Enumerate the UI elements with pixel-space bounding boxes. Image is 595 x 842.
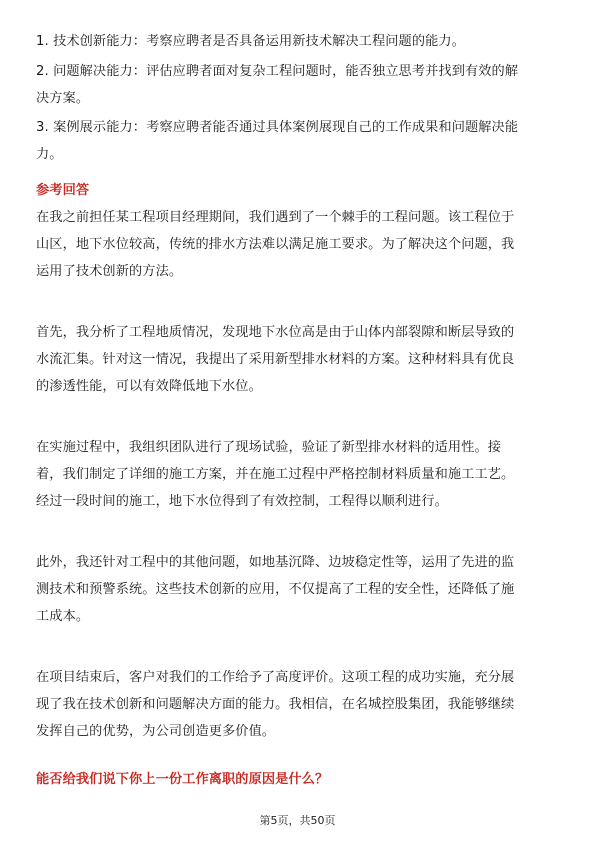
paragraph-1-line-2: 山区，地下水位较高，传统的排水方法难以满足施工要求。为了解决这个问题，我	[36, 237, 515, 252]
paragraph-4-line-1: 此外，我还针对工程中的其他问题，如地基沉降、边坡稳定性等，运用了先进的监	[36, 555, 515, 570]
paragraph-2-line-3: 的渗透性能，可以有效降低地下水位。	[36, 379, 262, 394]
next-question-heading: 能否给我们说下你上一份工作离职的原因是什么？	[36, 772, 329, 787]
paragraph-5-line-1: 在项目结束后，客户对我们的工作给予了高度评价。这项工程的成功实施，充分展	[36, 670, 515, 685]
paragraph-2-line-1: 首先，我分析了工程地质情况，发现地下水位高是由于山体内部裂隙和断层导致的	[36, 325, 515, 340]
answer-heading: 参考回答	[36, 183, 90, 198]
paragraph-2-line-2: 水流汇集。针对这一情况，我提出了采用新型排水材料的方案。这种材料具有优良	[36, 352, 515, 367]
paragraph-1-line-1: 在我之前担任某工程项目经理期间，我们遇到了一个棘手的工程问题。该工程位于	[36, 210, 515, 225]
criteria-item-2: 2. 问题解决能力：评估应聘者面对复杂工程问题时，能否独立思考并找到有效的解	[36, 64, 519, 79]
criteria-item-3: 3. 案例展示能力：考察应聘者能否通过具体案例展现自己的工作成果和问题解决能	[36, 120, 519, 135]
paragraph-3-line-1: 在实施过程中，我组织团队进行了现场试验，验证了新型排水材料的适用性。接	[36, 440, 502, 455]
criteria-item-1: 1. 技术创新能力：考察应聘者是否具备运用新技术解决工程问题的能力。	[36, 34, 465, 49]
paragraph-4-line-2: 测技术和预警系统。这些技术创新的应用，不仅提高了工程的安全性，还降低了施	[36, 582, 515, 597]
criteria-item-2-cont: 决方案。	[36, 91, 90, 106]
page-footer: 第5页，共50页	[259, 814, 336, 827]
paragraph-4-line-3: 工成本。	[36, 609, 90, 624]
paragraph-5-line-2: 现了我在技术创新和问题解决方面的能力。我相信，在名城控股集团，我能够继续	[36, 697, 515, 712]
paragraph-1-line-3: 运用了技术创新的方法。	[36, 264, 183, 279]
paragraph-5-line-3: 发挥自己的优势，为公司创造更多价值。	[36, 724, 276, 739]
paragraph-3-line-2: 着，我们制定了详细的施工方案，并在施工过程中严格控制材料质量和施工工艺。	[36, 467, 515, 482]
paragraph-3-line-3: 经过一段时间的施工，地下水位得到了有效控制，工程得以顺利进行。	[36, 494, 448, 509]
criteria-item-3-cont: 力。	[36, 147, 63, 162]
